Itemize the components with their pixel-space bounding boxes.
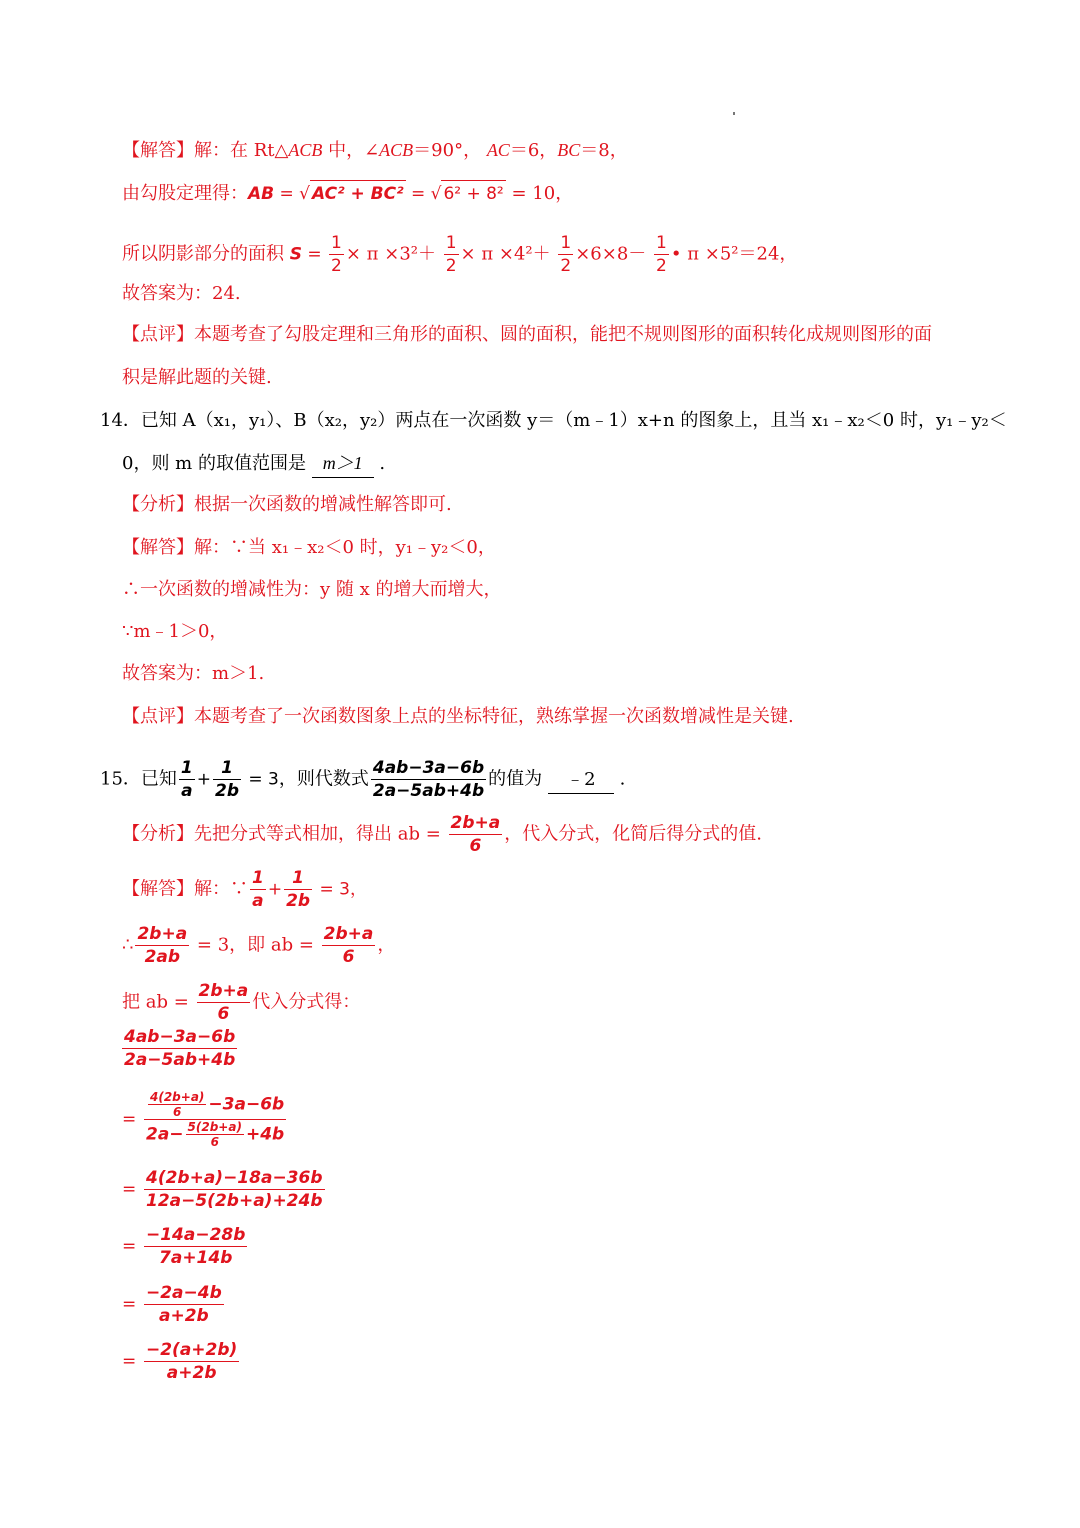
q14-stem-1: 14．已知 A（x₁，y₁）、B（x₂，y₂）两点在一次函数 y＝（m﹣1）x+n 的图象上，且当 x₁﹣x₂＜0 时，y₁﹣y₂＜ [100,410,1007,431]
q13-solution-line: 【解答】解：在 Rt△ACB 中，∠ACB＝90°， AC＝6，BC＝8， [122,140,628,161]
q15-expr-1: = $\frac{4(2b+a)}{6}$ −3a−6b 2a− $\frac{5(2b+a)}{6}$ +4b [122,1090,285,1149]
q13-area-line: 所以阴影部分的面积 S = $\frac{1}{2}$ × π ×3²＋ $\frac{1}{2}$ × π ×4²＋ $\frac{1}{2}$ ×6×8－ $\frac{1}{2}$ • π ×5²＝24， [122,233,798,276]
half-fraction: $\frac{1}{2}$ [445,233,457,276]
q15-substitute: 把 ab = $\frac{2b+a}{6}$ 代入分式得： [122,981,361,1024]
q15-expr-5: = $\frac{-2(a+2b)}{a+2b}$ [122,1340,238,1383]
q13-comment-1: 【点评】本题考查了勾股定理和三角形的面积、圆的面积，能把不规则图形的面积转化成规则图形的面 [122,324,932,345]
q13-pythagoras-line: 由勾股定理得：AB = √ AC² + BC² = √ 6² + 8² = 10， [122,180,573,207]
q15-expr-3: = $\frac{-14a-28b}{7a+14b}$ [122,1225,246,1268]
q14-analysis: 【分析】根据一次函数的增减性解答即可. [122,494,452,515]
q13-comment-2: 积是解此题的关键. [122,367,272,388]
q14-step-1: ∴一次函数的增减性为：y 随 x 的增大而增大， [122,579,502,600]
q15-expr-4: = $\frac{-2a-4b}{a+2b}$ [122,1283,222,1326]
q15-analysis: 【分析】先把分式等式相加，得出 ab = $\frac{2b+a}{6}$ ，代入分式，化简后得分式的值. [122,813,762,856]
q14-stem-2: 0，则 m 的取值范围是 m＞1 . [122,450,385,478]
q15-step-1: ∴ $\frac{2b+a}{2ab}$ = 3，即 ab = $\frac{2b+a}{6}$ ， [122,924,396,967]
q15-stem: 15．已知 $\frac{1}{a}$ + $\frac{1}{2b}$ = 3，则代数式 $\frac{4ab-3a-6b}{2a-5ab+4b}$ 的值为 ﹣2 . [100,758,626,801]
q14-comment: 【点评】本题考查了一次函数图象上点的坐标特征，熟练掌握一次函数增减性是关键. [122,706,794,727]
q15-solution: 【解答】解：∵ $\frac{1}{a}$ + $\frac{1}{2b}$ = 3， [122,868,367,911]
half-fraction: $\frac{1}{2}$ [560,233,572,276]
half-fraction: $\frac{1}{2}$ [331,233,342,276]
q15-expr-0: $\frac{4ab-3a-6b}{2a-5ab+4b}$ [124,1027,236,1070]
q14-solution: 【解答】解：∵当 x₁﹣x₂＜0 时，y₁﹣y₂＜0， [122,537,496,558]
q14-step-2: ∵m﹣1＞0， [122,621,228,642]
q15-expr-2: = $\frac{4(2b+a)-18a-36b}{12a-5(2b+a)+24b}$ [122,1168,323,1211]
q13-answer: 故答案为：24. [122,283,241,304]
page-mark [733,112,735,115]
q14-answer: 故答案为：m＞1. [122,663,265,684]
half-fraction: $\frac{1}{2}$ [656,233,667,276]
